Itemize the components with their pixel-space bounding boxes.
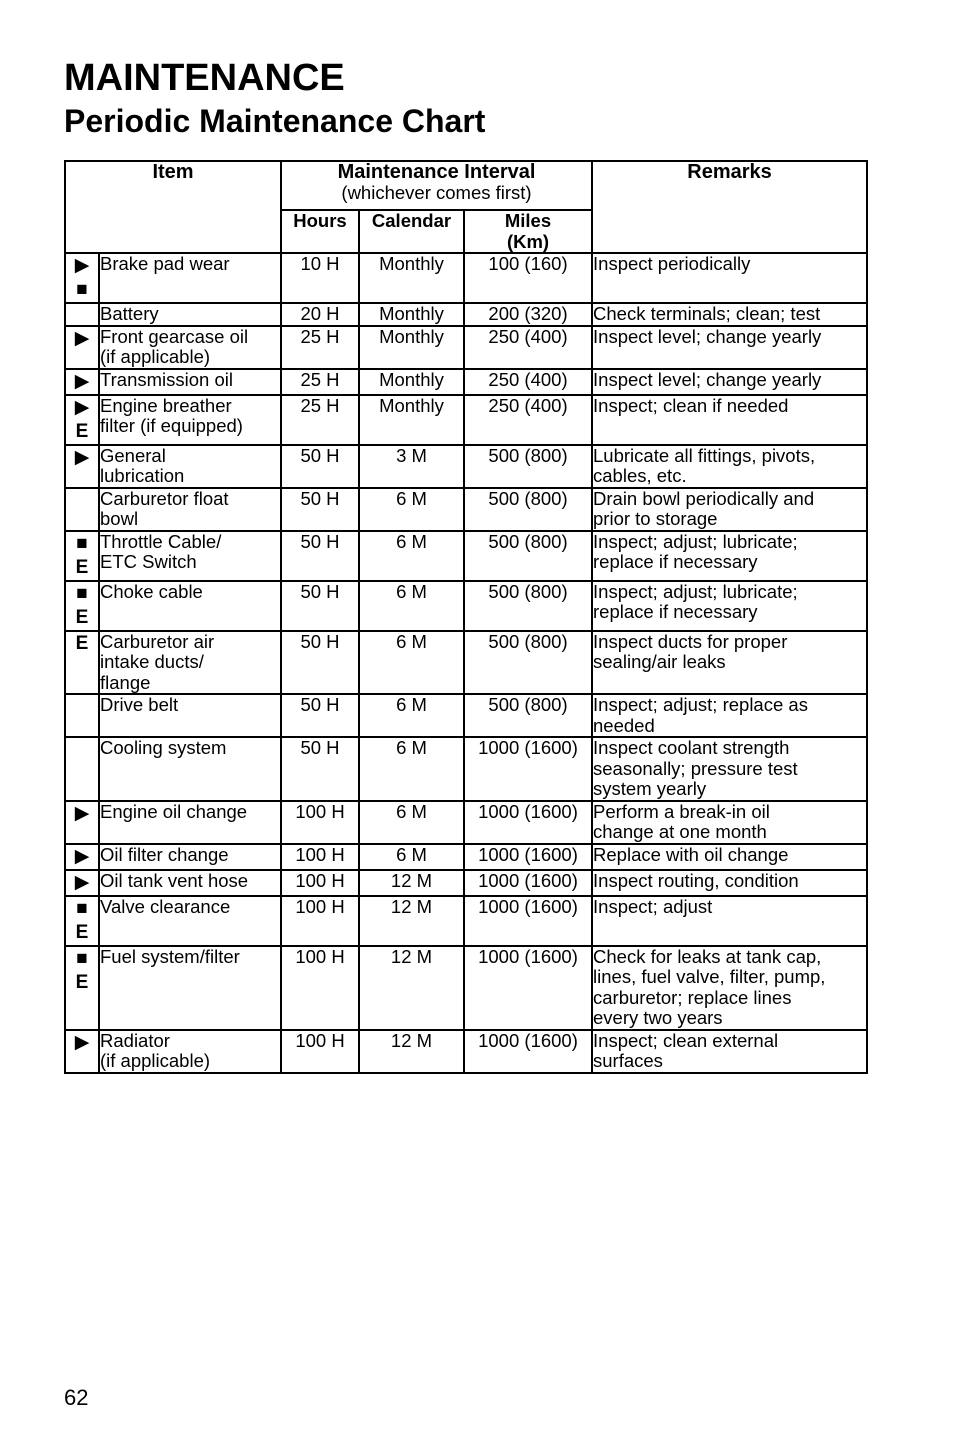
remarks-cell xyxy=(592,694,867,737)
hours-cell: 50 H xyxy=(281,445,359,488)
item-text-line: filter (if equipped) xyxy=(100,415,243,436)
item-cell xyxy=(99,631,281,695)
table-row xyxy=(65,369,867,395)
miles-cell: 1000 (1600) xyxy=(464,801,592,844)
remarks-cell xyxy=(592,369,867,395)
item-cell xyxy=(99,369,281,395)
remarks-cell xyxy=(592,896,867,946)
item-cell xyxy=(99,531,281,581)
service-symbol-icon: E xyxy=(75,606,89,628)
table-row xyxy=(65,531,867,581)
remarks-cell xyxy=(592,581,867,631)
service-symbol-icon: ▶ xyxy=(74,396,90,418)
item-cell xyxy=(99,1030,281,1073)
column-header-miles xyxy=(464,210,592,253)
remarks-text-line: Inspect periodically xyxy=(593,253,751,274)
remarks-text-line: needed xyxy=(593,714,655,736)
remarks-text-line: lines, fuel valve, filter, pump, xyxy=(593,966,826,987)
item-text-line: lubrication xyxy=(100,465,185,486)
item-text-line: Throttle Cable/ xyxy=(100,530,222,552)
symbol-cell xyxy=(65,326,99,369)
remarks-text-line: Inspect; clean if needed xyxy=(593,394,789,416)
item-text-line: Carburetor air xyxy=(100,630,215,652)
item-cell xyxy=(99,395,281,445)
remarks-cell xyxy=(592,326,867,369)
miles-cell: 100 (160) xyxy=(464,253,592,303)
remarks-cell xyxy=(592,253,867,303)
remarks-text-line: carburetor; replace lines xyxy=(593,986,792,1008)
remarks-text-line: replace if necessary xyxy=(593,551,758,572)
table-row xyxy=(65,737,867,801)
table-row xyxy=(65,303,867,326)
remarks-text-line: Inspect coolant strength xyxy=(593,737,790,758)
remarks-text-line: replace if necessary xyxy=(593,601,758,622)
item-text-line: Fuel system/filter xyxy=(100,945,240,967)
remarks-text-line: Inspect ducts for proper xyxy=(593,630,788,652)
service-symbol-icon: ▶ xyxy=(74,446,90,468)
miles-cell: 500 (800) xyxy=(464,581,592,631)
item-cell xyxy=(99,896,281,946)
item-text-line: Brake pad wear xyxy=(100,253,230,274)
service-symbol-icon: E xyxy=(75,971,89,993)
service-symbol-icon: E xyxy=(75,632,89,654)
miles-cell: 1000 (1600) xyxy=(464,844,592,870)
service-symbol-icon: ▶ xyxy=(74,802,90,824)
hours-cell: 25 H xyxy=(281,326,359,369)
item-cell xyxy=(99,801,281,844)
item-text-line: Carburetor float xyxy=(100,487,229,509)
miles-cell: 200 (320) xyxy=(464,303,592,326)
item-text-line: Battery xyxy=(100,303,159,324)
miles-cell: 250 (400) xyxy=(464,326,592,369)
item-cell xyxy=(99,253,281,303)
hours-cell: 100 H xyxy=(281,1030,359,1073)
chart-body xyxy=(65,253,867,1073)
item-cell xyxy=(99,844,281,870)
remarks-text-line: system yearly xyxy=(593,778,707,799)
hours-cell: 100 H xyxy=(281,946,359,1030)
remarks-text-line: Drain bowl periodically and xyxy=(593,487,815,509)
table-row xyxy=(65,946,867,1030)
hours-cell: 100 H xyxy=(281,801,359,844)
item-text-line: (if applicable) xyxy=(100,1050,211,1071)
calendar-cell: 3 M xyxy=(359,445,464,488)
remarks-text-line: Inspect; clean external xyxy=(593,1029,779,1051)
remarks-cell xyxy=(592,946,867,1030)
table-row xyxy=(65,253,867,303)
service-symbol-icon: ▶ xyxy=(74,871,90,893)
calendar-cell: 12 M xyxy=(359,896,464,946)
table-row xyxy=(65,445,867,488)
symbol-cell xyxy=(65,369,99,395)
remarks-text-line: Inspect; adjust; replace as xyxy=(593,694,808,715)
hours-cell: 100 H xyxy=(281,844,359,870)
miles-cell: 500 (800) xyxy=(464,694,592,737)
miles-cell: 1000 (1600) xyxy=(464,1030,592,1073)
column-header-hours: Hours xyxy=(281,210,359,253)
item-text-line: General xyxy=(100,444,166,466)
remarks-text-line: Check terminals; clean; test xyxy=(593,303,821,324)
item-text-line: Oil filter change xyxy=(100,843,229,865)
remarks-text-line: sealing/air leaks xyxy=(593,651,726,672)
calendar-cell: 12 M xyxy=(359,1030,464,1073)
km-header-label: (Km) xyxy=(506,230,550,252)
item-cell xyxy=(99,445,281,488)
remarks-text-line: Replace with oil change xyxy=(593,843,789,865)
item-text-line: Engine oil change xyxy=(100,800,248,822)
column-header-item: Item xyxy=(65,161,281,253)
hours-cell: 50 H xyxy=(281,737,359,801)
hours-cell: 20 H xyxy=(281,303,359,326)
item-text-line: Engine breather xyxy=(100,394,232,416)
hours-cell: 25 H xyxy=(281,369,359,395)
remarks-text-line: Inspect routing, condition xyxy=(593,869,799,891)
remarks-text-line: every two years xyxy=(593,1007,723,1028)
table-row xyxy=(65,631,867,695)
remarks-text-line: Inspect; adjust xyxy=(593,895,713,917)
hours-cell: 50 H xyxy=(281,531,359,581)
item-cell xyxy=(99,326,281,369)
symbol-cell xyxy=(65,870,99,896)
service-symbol-icon: E xyxy=(75,420,89,442)
miles-cell: 250 (400) xyxy=(464,369,592,395)
item-cell xyxy=(99,946,281,1030)
hours-cell: 50 H xyxy=(281,581,359,631)
remarks-text-line: Lubricate all fittings, pivots, xyxy=(593,444,816,466)
remarks-text-line: Inspect; adjust; lubricate; xyxy=(593,530,798,552)
service-symbol-icon: ▶ xyxy=(74,1031,90,1053)
miles-header-label: Miles xyxy=(504,210,552,231)
item-text-line: Oil tank vent hose xyxy=(100,869,249,891)
table-row xyxy=(65,870,867,896)
service-symbol-icon: ■ xyxy=(76,947,88,969)
remarks-cell xyxy=(592,737,867,801)
remarks-cell xyxy=(592,303,867,326)
calendar-cell: 6 M xyxy=(359,844,464,870)
item-text-line: Valve clearance xyxy=(100,895,231,917)
calendar-cell: 6 M xyxy=(359,631,464,695)
symbol-cell xyxy=(65,531,99,581)
item-cell xyxy=(99,737,281,801)
miles-cell: 500 (800) xyxy=(464,445,592,488)
item-text-line: Front gearcase oil xyxy=(100,325,249,347)
table-row xyxy=(65,581,867,631)
remarks-cell xyxy=(592,445,867,488)
item-text-line: Choke cable xyxy=(100,580,203,602)
service-symbol-icon: ■ xyxy=(76,279,88,300)
calendar-cell: 12 M xyxy=(359,870,464,896)
table-row xyxy=(65,801,867,844)
remarks-text-line: Inspect level; change yearly xyxy=(593,325,822,347)
item-text-line: flange xyxy=(100,671,151,693)
calendar-cell: 12 M xyxy=(359,946,464,1030)
hours-cell: 50 H xyxy=(281,631,359,695)
table-row xyxy=(65,326,867,369)
service-symbol-icon: E xyxy=(75,921,89,943)
service-symbol-icon: E xyxy=(75,556,89,578)
interval-header-note: (whichever comes first) xyxy=(341,181,532,203)
item-text-line: bowl xyxy=(100,508,139,529)
remarks-text-line: seasonally; pressure test xyxy=(593,757,798,779)
symbol-cell xyxy=(65,445,99,488)
calendar-cell: 6 M xyxy=(359,581,464,631)
symbol-cell xyxy=(65,1030,99,1073)
service-symbol-icon: ▶ xyxy=(74,370,90,392)
interval-header-label: Maintenance Interval xyxy=(337,161,536,183)
calendar-cell: 6 M xyxy=(359,694,464,737)
remarks-cell xyxy=(592,631,867,695)
remarks-text-line: Inspect level; change yearly xyxy=(593,368,822,390)
item-cell xyxy=(99,870,281,896)
remarks-text-line: Perform a break-in oil xyxy=(593,800,770,822)
item-text-line: Transmission oil xyxy=(100,368,233,390)
remarks-text-line: Check for leaks at tank cap, xyxy=(593,945,822,967)
hours-cell: 100 H xyxy=(281,870,359,896)
remarks-text-line: change at one month xyxy=(593,821,767,842)
remarks-cell xyxy=(592,870,867,896)
miles-cell: 1000 (1600) xyxy=(464,870,592,896)
remarks-cell xyxy=(592,531,867,581)
hours-cell: 50 H xyxy=(281,694,359,737)
table-row xyxy=(65,395,867,445)
page-subtitle: Periodic Maintenance Chart xyxy=(64,103,486,139)
table-row xyxy=(65,694,867,737)
column-header-remarks: Remarks xyxy=(592,161,867,253)
remarks-text-line: surfaces xyxy=(593,1050,663,1071)
symbol-cell xyxy=(65,844,99,870)
miles-cell: 1000 (1600) xyxy=(464,946,592,1030)
miles-cell: 1000 (1600) xyxy=(464,737,592,801)
miles-cell: 500 (800) xyxy=(464,631,592,695)
symbol-cell xyxy=(65,253,99,303)
item-text-line: intake ducts/ xyxy=(100,651,204,672)
remarks-text-line: prior to storage xyxy=(593,508,718,529)
symbol-cell xyxy=(65,631,99,695)
item-text-line: Drive belt xyxy=(100,694,179,715)
symbol-cell xyxy=(65,694,99,737)
remarks-cell xyxy=(592,395,867,445)
service-symbol-icon: ▶ xyxy=(74,845,90,867)
symbol-cell xyxy=(65,488,99,531)
table-row xyxy=(65,844,867,870)
miles-cell: 250 (400) xyxy=(464,395,592,445)
hours-cell: 100 H xyxy=(281,896,359,946)
calendar-cell: 6 M xyxy=(359,737,464,801)
remarks-text-line: Inspect; adjust; lubricate; xyxy=(593,580,798,602)
symbol-cell xyxy=(65,737,99,801)
service-symbol-icon: ▶ xyxy=(74,327,90,349)
hours-cell: 50 H xyxy=(281,488,359,531)
table-row xyxy=(65,1030,867,1073)
remarks-cell xyxy=(592,801,867,844)
remarks-cell xyxy=(592,844,867,870)
item-text-line: Cooling system xyxy=(100,737,227,758)
calendar-cell: Monthly xyxy=(359,369,464,395)
service-symbol-icon: ■ xyxy=(76,582,88,604)
service-symbol-icon: ▶ xyxy=(74,255,90,276)
calendar-cell: 6 M xyxy=(359,488,464,531)
calendar-cell: Monthly xyxy=(359,326,464,369)
item-text-line: Radiator xyxy=(100,1029,170,1051)
miles-cell: 500 (800) xyxy=(464,488,592,531)
calendar-cell: Monthly xyxy=(359,395,464,445)
item-cell xyxy=(99,694,281,737)
maintenance-chart-table xyxy=(64,160,868,1074)
symbol-cell xyxy=(65,946,99,1030)
item-cell xyxy=(99,303,281,326)
remarks-text-line: cables, etc. xyxy=(593,465,687,486)
table-row xyxy=(65,488,867,531)
column-header-calendar: Calendar xyxy=(359,210,464,253)
remarks-cell xyxy=(592,488,867,531)
miles-cell: 1000 (1600) xyxy=(464,896,592,946)
item-cell xyxy=(99,581,281,631)
calendar-cell: Monthly xyxy=(359,253,464,303)
calendar-cell: Monthly xyxy=(359,303,464,326)
column-header-interval xyxy=(281,161,592,210)
table-row xyxy=(65,896,867,946)
hours-cell: 25 H xyxy=(281,395,359,445)
symbol-cell xyxy=(65,801,99,844)
symbol-cell xyxy=(65,303,99,326)
calendar-cell: 6 M xyxy=(359,801,464,844)
page-number: 62 xyxy=(64,1385,89,1410)
hours-cell: 10 H xyxy=(281,253,359,303)
miles-cell: 500 (800) xyxy=(464,531,592,581)
service-symbol-icon: ■ xyxy=(76,897,88,919)
item-text-line: (if applicable) xyxy=(100,346,211,367)
service-symbol-icon: ■ xyxy=(76,532,88,554)
calendar-cell: 6 M xyxy=(359,531,464,581)
remarks-cell xyxy=(592,1030,867,1073)
item-text-line: ETC Switch xyxy=(100,551,197,572)
page-title: MAINTENANCE xyxy=(64,57,345,99)
symbol-cell xyxy=(65,896,99,946)
symbol-cell xyxy=(65,581,99,631)
symbol-cell xyxy=(65,395,99,445)
item-cell xyxy=(99,488,281,531)
